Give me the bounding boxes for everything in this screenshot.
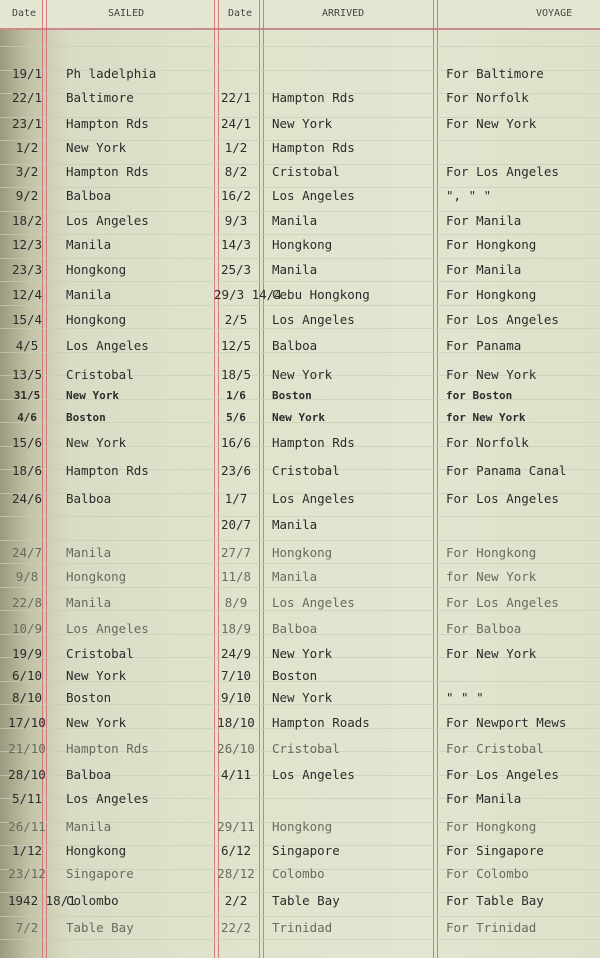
sailed-date: 3/2 <box>15 164 39 179</box>
sailed-date: 22/1 <box>11 90 43 105</box>
sailed-port: Baltimore <box>66 90 134 105</box>
sailed-date: 4/5 <box>15 338 39 353</box>
voyage-note: For Norfolk <box>446 90 529 105</box>
ledger-row <box>0 843 600 867</box>
sailed-port: New York <box>66 668 127 683</box>
arrived-date: 24/1 <box>220 116 252 131</box>
ledger-row <box>0 545 600 569</box>
arrived-date: 7/10 <box>220 668 252 683</box>
ledger-row <box>0 621 600 645</box>
arrived-port: Boston <box>272 668 318 683</box>
ledger-row <box>0 164 600 188</box>
sailed-port: Hongkong <box>66 569 127 584</box>
voyage-note: For New York <box>446 116 537 131</box>
sailed-date: 22/8 <box>11 595 43 610</box>
sailed-date: 24/6 <box>11 491 43 506</box>
sailed-date: 15/6 <box>11 435 43 450</box>
sailed-port: Manila <box>66 287 112 302</box>
ledger-row <box>0 140 600 164</box>
arrived-date: 1/2 <box>224 140 248 155</box>
arrived-port: Trinidad <box>272 920 333 935</box>
ledger-row <box>0 767 600 791</box>
sailed-port: Hampton Rds <box>66 116 149 131</box>
ledger-row <box>0 116 600 140</box>
sailed-date: 15/4 <box>11 312 43 327</box>
arrived-date: 29/11 <box>217 819 255 834</box>
sailed-date: 13/5 <box>11 367 43 382</box>
arrived-date: 12/5 <box>220 338 252 353</box>
sailed-port: Balboa <box>66 491 112 506</box>
ledger-row <box>0 237 600 261</box>
sailed-date: 19/1 <box>11 66 43 81</box>
voyage-note: for New York <box>446 569 537 584</box>
arrived-port: Los Angeles <box>272 491 355 506</box>
header-voyage: VOYAGE <box>536 8 573 19</box>
voyage-note: For Los Angeles <box>446 312 559 327</box>
arrived-date: 11/8 <box>220 569 252 584</box>
arrived-date: 2/2 <box>224 893 248 908</box>
arrived-date: 8/9 <box>224 595 248 610</box>
ledger-row <box>0 90 600 114</box>
ledger-row <box>0 866 600 890</box>
ledger-row <box>0 463 600 487</box>
arrived-date: 25/3 <box>220 262 252 277</box>
sailed-port: Ph ladelphia <box>66 66 157 81</box>
sailed-date: 31/5 <box>13 389 41 402</box>
arrived-date: 8/2 <box>224 164 248 179</box>
arrived-date: 22/2 <box>220 920 252 935</box>
arrived-date: 18/9 <box>220 621 252 636</box>
ledger-row <box>0 213 600 237</box>
sailed-port: Singapore <box>66 866 134 881</box>
arrived-port: Hongkong <box>272 819 333 834</box>
voyage-note: For Hongkong <box>446 237 537 252</box>
arrived-port: Manila <box>272 213 318 228</box>
sailed-date: 26/11 <box>8 819 46 834</box>
ledger-row <box>0 893 600 917</box>
sailed-date: 10/9 <box>11 621 43 636</box>
sailed-port: New York <box>66 389 119 402</box>
sailed-port: Boston <box>66 411 106 424</box>
ledger-row <box>0 435 600 459</box>
arrived-port: Boston <box>272 389 312 402</box>
voyage-note: For Manila <box>446 791 522 806</box>
arrived-port: Hampton Roads <box>272 715 370 730</box>
sailed-date: 18/6 <box>11 463 43 478</box>
ledger-row <box>0 715 600 739</box>
arrived-date: 28/12 <box>217 866 255 881</box>
arrived-date: 9/3 <box>224 213 248 228</box>
sailed-date: 23/12 <box>8 866 46 881</box>
sailed-date: 6/10 <box>11 668 43 683</box>
voyage-note: For Cristobal <box>446 741 544 756</box>
arrived-date: 27/7 <box>220 545 252 560</box>
voyage-note: For Trinidad <box>446 920 537 935</box>
ledger-row <box>0 517 600 541</box>
sailed-date: 1942 18/1 <box>8 893 76 908</box>
sailed-port: Manila <box>66 595 112 610</box>
voyage-note: For Table Bay <box>446 893 544 908</box>
arrived-port: New York <box>272 646 333 661</box>
arrived-port: Balboa <box>272 621 318 636</box>
ledger-row <box>0 569 600 593</box>
arrived-date: 1/7 <box>224 491 248 506</box>
sailed-port: Table Bay <box>66 920 134 935</box>
arrived-port: Cebu Hongkong <box>272 287 370 302</box>
sailed-date: 23/1 <box>11 116 43 131</box>
voyage-note: " " " <box>446 690 484 705</box>
arrived-date: 6/12 <box>220 843 252 858</box>
voyage-note: For New York <box>446 646 537 661</box>
arrived-port: Hampton Rds <box>272 140 355 155</box>
sailed-port: Manila <box>66 545 112 560</box>
voyage-note: for Boston <box>446 389 513 402</box>
sailed-date: 1/12 <box>11 843 43 858</box>
sailed-date: 18/2 <box>11 213 43 228</box>
voyage-note: For Manila <box>446 262 522 277</box>
arrived-date: 24/9 <box>220 646 252 661</box>
arrived-port: Hampton Rds <box>272 435 355 450</box>
arrived-port: Cristobal <box>272 463 340 478</box>
sailed-port: Los Angeles <box>66 338 149 353</box>
sailed-port: New York <box>66 715 127 730</box>
voyage-note: For Los Angeles <box>446 595 559 610</box>
ledger-row <box>0 338 600 362</box>
sailed-date: 4/6 <box>17 411 37 424</box>
arrived-port: Los Angeles <box>272 188 355 203</box>
arrived-date: 18/10 <box>217 715 255 730</box>
ledger-row <box>0 741 600 765</box>
voyage-note: For Panama Canal <box>446 463 567 478</box>
ledger-row <box>0 262 600 286</box>
arrived-port: Singapore <box>272 843 340 858</box>
ledger-row <box>0 66 600 90</box>
sailed-port: Hampton Rds <box>66 164 149 179</box>
sailed-date: 1/2 <box>15 140 39 155</box>
arrived-date: 23/6 <box>220 463 252 478</box>
ledger-row <box>0 312 600 336</box>
arrived-port: Manila <box>272 262 318 277</box>
sailed-date: 12/4 <box>11 287 43 302</box>
voyage-note: for New York <box>446 411 526 424</box>
sailed-port: Hongkong <box>66 843 127 858</box>
arrived-port: Los Angeles <box>272 595 355 610</box>
arrived-port: Colombo <box>272 866 325 881</box>
arrived-port: Manila <box>272 569 318 584</box>
voyage-note: ", " " <box>446 188 492 203</box>
ledger-row <box>0 491 600 515</box>
voyage-note: For Manila <box>446 213 522 228</box>
header-arrived: ARRIVED <box>322 8 365 19</box>
sailed-port: Los Angeles <box>66 791 149 806</box>
arrived-port: Hampton Rds <box>272 90 355 105</box>
header-date-sailed: Date <box>12 8 37 19</box>
ledger-row <box>0 690 600 714</box>
voyage-note: For Hongkong <box>446 819 537 834</box>
ledger-row <box>0 791 600 815</box>
sailed-port: Hampton Rds <box>66 463 149 478</box>
sailed-date: 12/3 <box>11 237 43 252</box>
header-date-arrived: Date <box>228 8 253 19</box>
voyage-note: For Singapore <box>446 843 544 858</box>
ledger-row <box>0 668 600 692</box>
ledger-header <box>0 0 600 30</box>
arrived-date: 16/6 <box>220 435 252 450</box>
arrived-port: New York <box>272 367 333 382</box>
arrived-port: Hongkong <box>272 237 333 252</box>
sailed-date: 9/2 <box>15 188 39 203</box>
arrived-port: Los Angeles <box>272 312 355 327</box>
voyage-note: For Norfolk <box>446 435 529 450</box>
ledger-row <box>0 188 600 212</box>
arrived-date: 2/5 <box>224 312 248 327</box>
voyage-note: For Panama <box>446 338 522 353</box>
arrived-date: 16/2 <box>220 188 252 203</box>
arrived-date: 20/7 <box>220 517 252 532</box>
arrived-port: Table Bay <box>272 893 340 908</box>
voyage-note: For Los Angeles <box>446 164 559 179</box>
arrived-date: 9/10 <box>220 690 252 705</box>
voyage-note: For Balboa <box>446 621 522 636</box>
arrived-date: 22/1 <box>220 90 252 105</box>
ledger-row <box>0 287 600 311</box>
arrived-port: Balboa <box>272 338 318 353</box>
ledger-row <box>0 411 600 435</box>
arrived-port: Los Angeles <box>272 767 355 782</box>
sailed-date: 21/10 <box>8 741 46 756</box>
voyage-note: For Newport Mews <box>446 715 567 730</box>
voyage-note: For Los Angeles <box>446 491 559 506</box>
sailed-port: Hampton Rds <box>66 741 149 756</box>
voyage-note: For Hongkong <box>446 287 537 302</box>
arrived-date: 1/6 <box>226 389 246 402</box>
ledger-row <box>0 920 600 944</box>
sailed-port: Hongkong <box>66 312 127 327</box>
ruled-line <box>0 46 600 47</box>
sailed-port: Balboa <box>66 188 112 203</box>
voyage-note: For Hongkong <box>446 545 537 560</box>
ledger-row <box>0 389 600 413</box>
arrived-port: New York <box>272 411 325 424</box>
arrived-port: Hongkong <box>272 545 333 560</box>
arrived-date: 4/11 <box>220 767 252 782</box>
arrived-date: 5/6 <box>226 411 246 424</box>
ledger-row <box>0 595 600 619</box>
arrived-date: 18/5 <box>220 367 252 382</box>
sailed-port: Cristobal <box>66 646 134 661</box>
sailed-port: Manila <box>66 819 112 834</box>
ledger-row <box>0 819 600 843</box>
voyage-note: For New York <box>446 367 537 382</box>
sailed-port: Cristobal <box>66 367 134 382</box>
sailed-date: 7/2 <box>15 920 39 935</box>
sailed-port: Boston <box>66 690 112 705</box>
sailed-port: Los Angeles <box>66 213 149 228</box>
voyage-note: For Los Angeles <box>446 767 559 782</box>
sailed-port: Balboa <box>66 767 112 782</box>
sailed-date: 17/10 <box>8 715 46 730</box>
sailed-date: 5/11 <box>11 791 43 806</box>
voyage-note: For Colombo <box>446 866 529 881</box>
header-sailed: SAILED <box>108 8 145 19</box>
ledger-row <box>0 367 600 391</box>
sailed-date: 28/10 <box>8 767 46 782</box>
sailed-port: New York <box>66 140 127 155</box>
sailed-date: 9/8 <box>15 569 39 584</box>
sailed-date: 23/3 <box>11 262 43 277</box>
sailed-date: 19/9 <box>11 646 43 661</box>
voyage-note: For Baltimore <box>446 66 544 81</box>
arrived-port: Cristobal <box>272 741 340 756</box>
sailed-port: Los Angeles <box>66 621 149 636</box>
arrived-date: 26/10 <box>217 741 255 756</box>
sailed-port: New York <box>66 435 127 450</box>
arrived-port: Cristobal <box>272 164 340 179</box>
ledger-row <box>0 646 600 670</box>
sailed-port: Manila <box>66 237 112 252</box>
sailed-port: Colombo <box>66 893 119 908</box>
sailed-date: 24/7 <box>11 545 43 560</box>
arrived-date: 29/3 14/4 <box>214 287 282 302</box>
arrived-port: New York <box>272 690 333 705</box>
arrived-date: 14/3 <box>220 237 252 252</box>
arrived-port: Manila <box>272 517 318 532</box>
arrived-port: New York <box>272 116 333 131</box>
sailed-port: Hongkong <box>66 262 127 277</box>
sailed-date: 8/10 <box>11 690 43 705</box>
